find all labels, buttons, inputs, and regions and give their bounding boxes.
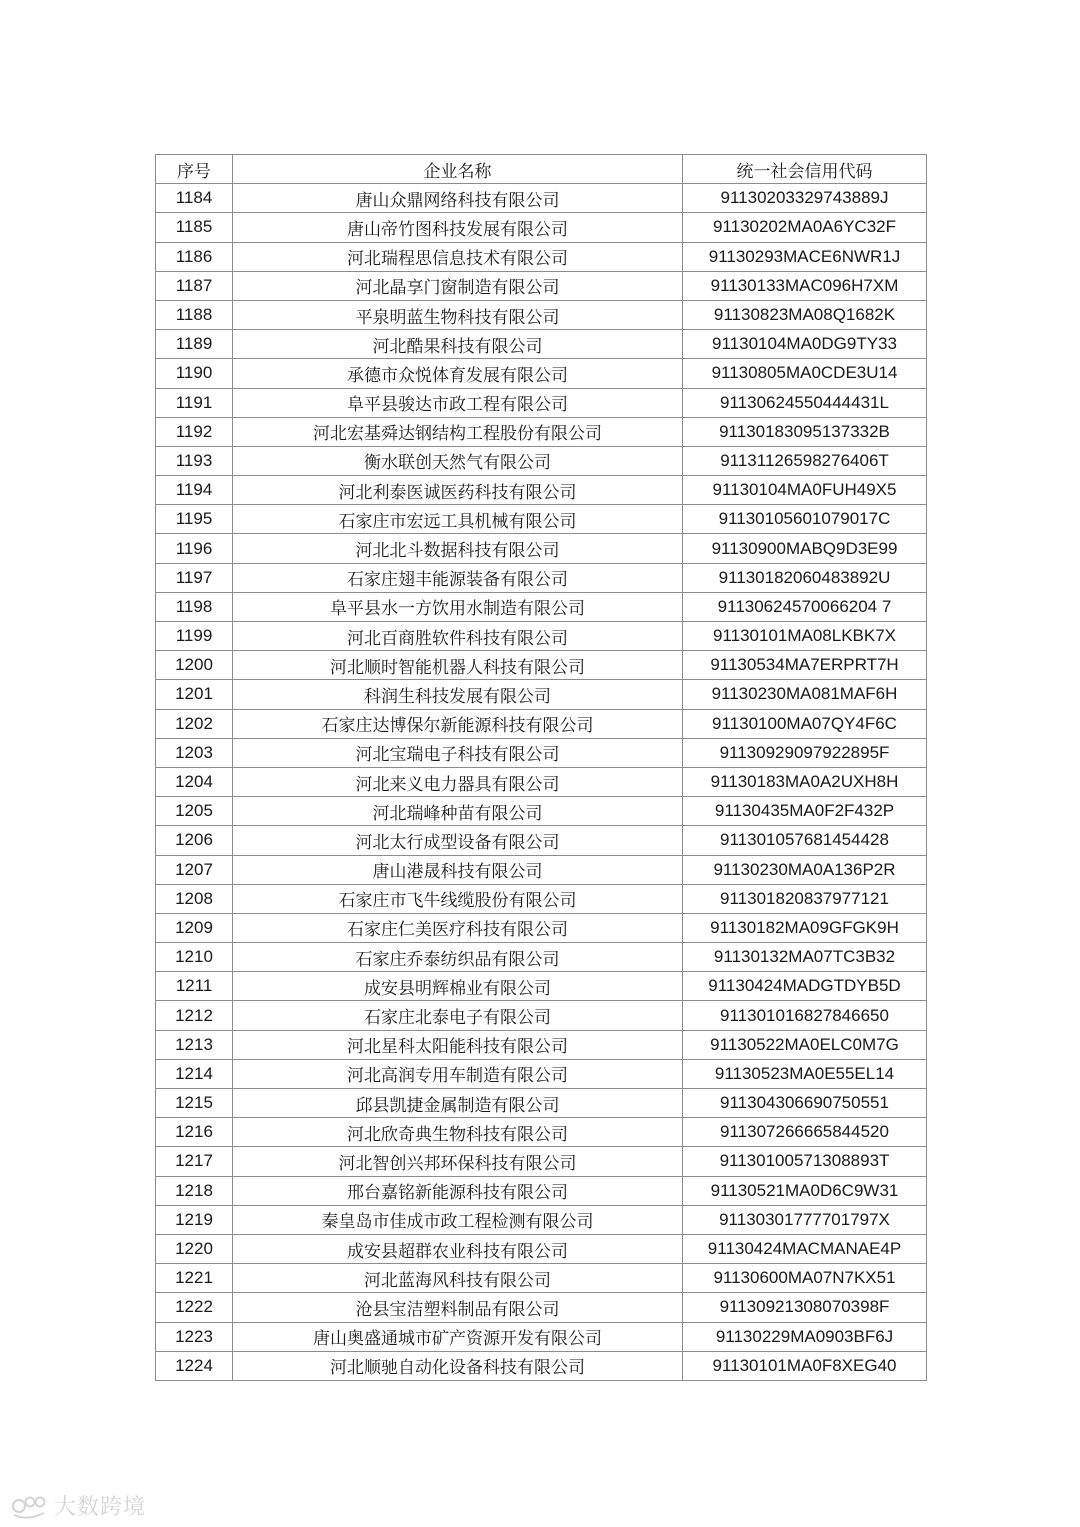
cell-seq: 1193 (156, 446, 233, 475)
cell-seq: 1191 (156, 388, 233, 417)
cell-credit-code: 91130229MA0903BF6J (683, 1322, 927, 1351)
cell-seq: 1223 (156, 1322, 233, 1351)
header-company-name: 企业名称 (233, 155, 683, 184)
table-row (156, 797, 927, 826)
cell-credit-code: 91130301777701797X (683, 1205, 927, 1234)
cell-company-name: 承德市众悦体育发展有限公司 (233, 359, 683, 388)
cell-credit-code: 91130293MACE6NWR1J (683, 242, 927, 271)
cell-company-name: 河北利泰医诚医药科技有限公司 (233, 476, 683, 505)
cell-company-name: 河北来义电力器具有限公司 (233, 767, 683, 796)
table-row (156, 826, 927, 855)
cell-seq: 1214 (156, 1059, 233, 1088)
table-row (156, 855, 927, 884)
cell-company-name: 石家庄仁美医疗科技有限公司 (233, 913, 683, 942)
cell-seq: 1218 (156, 1176, 233, 1205)
cell-company-name: 石家庄翅丰能源装备有限公司 (233, 563, 683, 592)
cell-company-name: 河北顺驰自动化设备科技有限公司 (233, 1351, 683, 1380)
cell-credit-code: 91130823MA08Q1682K (683, 300, 927, 329)
cell-seq: 1205 (156, 797, 233, 826)
cell-credit-code: 911304306690750551 (683, 1089, 927, 1118)
cell-seq: 1192 (156, 417, 233, 446)
company-table (155, 154, 927, 1381)
cell-company-name: 阜平县骏达市政工程有限公司 (233, 388, 683, 417)
table-row (156, 1205, 927, 1234)
table-row (156, 1322, 927, 1351)
cell-seq: 1222 (156, 1293, 233, 1322)
cell-company-name: 唐山奥盛通城市矿产资源开发有限公司 (233, 1322, 683, 1351)
cell-company-name: 沧县宝洁塑料制品有限公司 (233, 1293, 683, 1322)
cell-company-name: 石家庄市飞牛线缆股份有限公司 (233, 884, 683, 913)
cell-company-name: 唐山港晟科技有限公司 (233, 855, 683, 884)
cell-seq: 1217 (156, 1147, 233, 1176)
brand-logo-icon (10, 1491, 50, 1521)
cell-company-name: 唐山帝竹图科技发展有限公司 (233, 213, 683, 242)
cell-company-name: 河北晶享门窗制造有限公司 (233, 271, 683, 300)
cell-credit-code: 911301820837977121 (683, 884, 927, 913)
cell-credit-code: 91130230MA081MAF6H (683, 680, 927, 709)
cell-credit-code: 91130133MAC096H7XM (683, 271, 927, 300)
watermark (10, 1490, 146, 1521)
table-row (156, 1089, 927, 1118)
cell-credit-code: 91130101MA08LKBK7X (683, 622, 927, 651)
cell-company-name: 平泉明蓝生物科技有限公司 (233, 300, 683, 329)
cell-seq: 1187 (156, 271, 233, 300)
cell-seq: 1199 (156, 622, 233, 651)
cell-seq: 1224 (156, 1351, 233, 1380)
cell-credit-code: 91130600MA07N7KX51 (683, 1264, 927, 1293)
header-credit-code: 统一社会信用代码 (683, 155, 927, 184)
cell-credit-code: 91130104MA0FUH49X5 (683, 476, 927, 505)
table-row (156, 913, 927, 942)
table-row (156, 1176, 927, 1205)
cell-seq: 1195 (156, 505, 233, 534)
table-row (156, 1234, 927, 1263)
cell-seq: 1200 (156, 651, 233, 680)
cell-seq: 1215 (156, 1089, 233, 1118)
cell-seq: 1211 (156, 972, 233, 1001)
cell-seq: 1206 (156, 826, 233, 855)
cell-company-name: 石家庄北泰电子有限公司 (233, 1001, 683, 1030)
cell-seq: 1219 (156, 1205, 233, 1234)
cell-seq: 1186 (156, 242, 233, 271)
cell-credit-code: 91130105601079017C (683, 505, 927, 534)
cell-credit-code: 911307266665844520 (683, 1118, 927, 1147)
table-row (156, 1293, 927, 1322)
cell-company-name: 河北星科太阳能科技有限公司 (233, 1030, 683, 1059)
cell-seq: 1185 (156, 213, 233, 242)
table-row (156, 563, 927, 592)
table-row (156, 680, 927, 709)
table-row (156, 884, 927, 913)
table-row (156, 592, 927, 621)
cell-seq: 1216 (156, 1118, 233, 1147)
cell-credit-code: 91130624570066204 7 (683, 592, 927, 621)
cell-credit-code: 91131126598276406T (683, 446, 927, 475)
cell-company-name: 河北欣奇典生物科技有限公司 (233, 1118, 683, 1147)
table-row (156, 767, 927, 796)
cell-company-name: 成安县明辉棉业有限公司 (233, 972, 683, 1001)
table-row (156, 1264, 927, 1293)
cell-company-name: 河北顺时智能机器人科技有限公司 (233, 651, 683, 680)
cell-credit-code: 91130900MABQ9D3E99 (683, 534, 927, 563)
cell-company-name: 河北高润专用车制造有限公司 (233, 1059, 683, 1088)
table-row (156, 622, 927, 651)
cell-credit-code: 91130522MA0ELC0M7G (683, 1030, 927, 1059)
cell-credit-code: 91130921308070398F (683, 1293, 927, 1322)
cell-seq: 1208 (156, 884, 233, 913)
cell-seq: 1201 (156, 680, 233, 709)
cell-company-name: 河北北斗数据科技有限公司 (233, 534, 683, 563)
cell-credit-code: 91130202MA0A6YC32F (683, 213, 927, 242)
cell-credit-code: 91130534MA7ERPRT7H (683, 651, 927, 680)
cell-company-name: 成安县超群农业科技有限公司 (233, 1234, 683, 1263)
cell-credit-code: 91130183095137332B (683, 417, 927, 446)
cell-seq: 1204 (156, 767, 233, 796)
cell-credit-code: 91130929097922895F (683, 738, 927, 767)
cell-credit-code: 91130104MA0DG9TY33 (683, 330, 927, 359)
cell-seq: 1198 (156, 592, 233, 621)
cell-seq: 1194 (156, 476, 233, 505)
company-list-sheet (155, 154, 926, 1381)
table-row (156, 972, 927, 1001)
cell-company-name: 唐山众鼎网络科技有限公司 (233, 184, 683, 213)
cell-company-name: 科润生科技发展有限公司 (233, 680, 683, 709)
cell-company-name: 河北瑞峰种苗有限公司 (233, 797, 683, 826)
cell-seq: 1212 (156, 1001, 233, 1030)
cell-credit-code: 91130424MADGTDYB5D (683, 972, 927, 1001)
table-row (156, 534, 927, 563)
table-row (156, 1147, 927, 1176)
cell-seq: 1221 (156, 1264, 233, 1293)
cell-credit-code: 91130182060483892U (683, 563, 927, 592)
cell-company-name: 河北瑞程思信息技术有限公司 (233, 242, 683, 271)
cell-company-name: 秦皇岛市佳成市政工程检测有限公司 (233, 1205, 683, 1234)
cell-company-name: 衡水联创天然气有限公司 (233, 446, 683, 475)
cell-seq: 1209 (156, 913, 233, 942)
cell-company-name: 邢台嘉铭新能源科技有限公司 (233, 1176, 683, 1205)
table-row (156, 300, 927, 329)
table-row (156, 1118, 927, 1147)
cell-seq: 1207 (156, 855, 233, 884)
cell-seq: 1202 (156, 709, 233, 738)
cell-credit-code: 91130132MA07TC3B32 (683, 943, 927, 972)
cell-credit-code: 91130230MA0A136P2R (683, 855, 927, 884)
cell-seq: 1196 (156, 534, 233, 563)
cell-company-name: 河北智创兴邦环保科技有限公司 (233, 1147, 683, 1176)
table-row (156, 476, 927, 505)
cell-company-name: 河北太行成型设备有限公司 (233, 826, 683, 855)
cell-credit-code: 91130182MA09GFGK9H (683, 913, 927, 942)
table-row (156, 1059, 927, 1088)
table-row (156, 446, 927, 475)
cell-seq: 1190 (156, 359, 233, 388)
cell-company-name: 石家庄乔泰纺织品有限公司 (233, 943, 683, 972)
watermark-text: 大数跨境 (54, 1495, 147, 1520)
cell-credit-code: 91130101MA0F8XEG40 (683, 1351, 927, 1380)
table-header-row (156, 155, 927, 184)
cell-seq: 1213 (156, 1030, 233, 1059)
cell-seq: 1189 (156, 330, 233, 359)
cell-seq: 1203 (156, 738, 233, 767)
table-body (156, 184, 927, 1381)
cell-credit-code: 91130805MA0CDE3U14 (683, 359, 927, 388)
table-row (156, 651, 927, 680)
table-row (156, 738, 927, 767)
table-row (156, 184, 927, 213)
cell-company-name: 河北酷果科技有限公司 (233, 330, 683, 359)
cell-seq: 1184 (156, 184, 233, 213)
table-row (156, 709, 927, 738)
cell-credit-code: 911301016827846650 (683, 1001, 927, 1030)
cell-company-name: 阜平县水一方饮用水制造有限公司 (233, 592, 683, 621)
cell-company-name: 邱县凯捷金属制造有限公司 (233, 1089, 683, 1118)
cell-seq: 1220 (156, 1234, 233, 1263)
cell-company-name: 河北百商胜软件科技有限公司 (233, 622, 683, 651)
table-row (156, 1351, 927, 1380)
table-row (156, 359, 927, 388)
cell-company-name: 河北宏基舜达钢结构工程股份有限公司 (233, 417, 683, 446)
cell-credit-code: 91130624550444431L (683, 388, 927, 417)
cell-credit-code: 91130523MA0E55EL14 (683, 1059, 927, 1088)
table-row (156, 213, 927, 242)
cell-seq: 1188 (156, 300, 233, 329)
table-row (156, 1030, 927, 1059)
table-row (156, 1001, 927, 1030)
cell-seq: 1197 (156, 563, 233, 592)
table-row (156, 505, 927, 534)
cell-company-name: 河北宝瑞电子科技有限公司 (233, 738, 683, 767)
cell-credit-code: 91130100571308893T (683, 1147, 927, 1176)
cell-seq: 1210 (156, 943, 233, 972)
cell-company-name: 石家庄达博保尔新能源科技有限公司 (233, 709, 683, 738)
table-row (156, 242, 927, 271)
table-row (156, 388, 927, 417)
table-row (156, 330, 927, 359)
header-seq: 序号 (156, 155, 233, 184)
cell-credit-code: 91130521MA0D6C9W31 (683, 1176, 927, 1205)
cell-credit-code: 91130183MA0A2UXH8H (683, 767, 927, 796)
cell-credit-code: 91130203329743889J (683, 184, 927, 213)
cell-credit-code: 91130424MACMANAE4P (683, 1234, 927, 1263)
cell-credit-code: 91130435MA0F2F432P (683, 797, 927, 826)
cell-credit-code: 91130100MA07QY4F6C (683, 709, 927, 738)
cell-company-name: 河北蓝海风科技有限公司 (233, 1264, 683, 1293)
table-row (156, 943, 927, 972)
table-row (156, 271, 927, 300)
cell-company-name: 石家庄市宏远工具机械有限公司 (233, 505, 683, 534)
cell-credit-code: 911301057681454428 (683, 826, 927, 855)
table-row (156, 417, 927, 446)
